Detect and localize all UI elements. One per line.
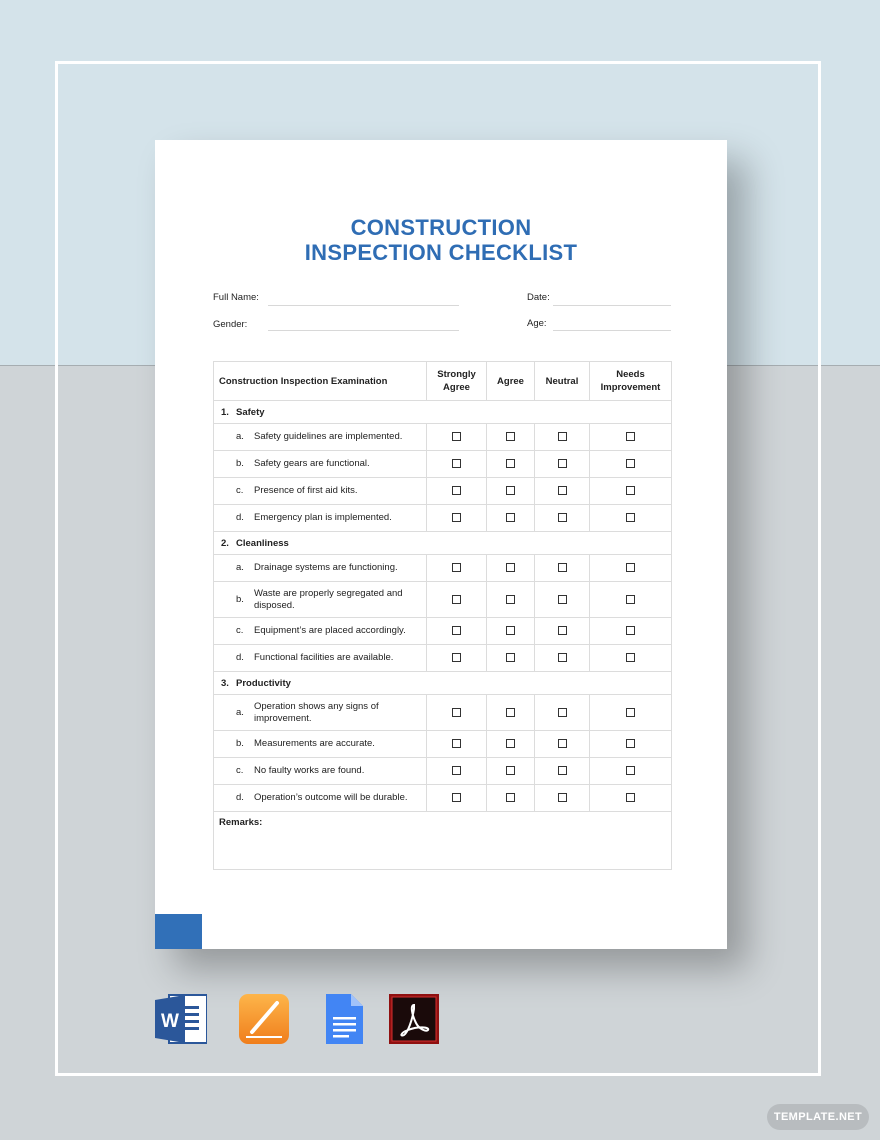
rating-cell-agree — [487, 505, 535, 532]
table-row — [214, 758, 672, 785]
criterion-text: Functional facilities are available. — [254, 652, 394, 663]
table-header-row — [214, 362, 672, 401]
checkbox-strongly-agree[interactable] — [452, 595, 461, 604]
criterion-text: Safety guidelines are implemented. — [254, 431, 403, 442]
checkbox-strongly-agree[interactable] — [452, 486, 461, 495]
criterion-text: Waste are properly segregated and disposed. — [254, 587, 403, 611]
header-strongly-agree: Strongly Agree — [427, 362, 487, 401]
criterion-letter: c. — [236, 765, 244, 776]
criterion-letter: d. — [236, 792, 244, 803]
rating-cell-agree — [487, 582, 535, 618]
rating-cell-agree — [487, 451, 535, 478]
checkbox-needs-improvement[interactable] — [626, 486, 635, 495]
rating-cell-strongly-agree — [427, 555, 487, 582]
checkbox-needs-improvement[interactable] — [626, 626, 635, 635]
criterion-cell — [214, 645, 427, 672]
word-icon[interactable] — [155, 993, 207, 1045]
rating-cell-strongly-agree — [427, 478, 487, 505]
checkbox-strongly-agree[interactable] — [452, 653, 461, 662]
checkbox-neutral[interactable] — [558, 793, 567, 802]
criterion-letter: b. — [236, 458, 244, 469]
checkbox-agree[interactable] — [506, 653, 515, 662]
table-row — [214, 555, 672, 582]
rating-cell-neutral — [535, 451, 590, 478]
gender-field[interactable] — [268, 330, 459, 331]
section-row — [214, 401, 672, 424]
full-name-field[interactable] — [268, 305, 459, 306]
section-name: Safety — [236, 406, 265, 418]
checkbox-agree[interactable] — [506, 766, 515, 775]
criterion-letter: b. — [236, 593, 244, 605]
section-row — [214, 532, 672, 555]
checkbox-agree[interactable] — [506, 793, 515, 802]
criterion-cell — [214, 618, 427, 645]
criterion-letter: d. — [236, 652, 244, 663]
rating-cell-agree — [487, 785, 535, 812]
table-row — [214, 451, 672, 478]
header-neutral: Neutral — [535, 362, 590, 401]
rating-cell-needs-improvement — [590, 758, 672, 785]
rating-cell-needs-improvement — [590, 424, 672, 451]
table-row — [214, 582, 672, 618]
criterion-letter: a. — [236, 562, 244, 573]
checkbox-strongly-agree[interactable] — [452, 513, 461, 522]
rating-cell-strongly-agree — [427, 758, 487, 785]
rating-cell-strongly-agree — [427, 618, 487, 645]
section-number: 3. — [221, 677, 229, 689]
rating-cell-neutral — [535, 695, 590, 731]
rating-cell-neutral — [535, 758, 590, 785]
checkbox-neutral[interactable] — [558, 563, 567, 572]
rating-cell-neutral — [535, 785, 590, 812]
checkbox-strongly-agree[interactable] — [452, 766, 461, 775]
checkbox-strongly-agree[interactable] — [452, 563, 461, 572]
rating-cell-neutral — [535, 555, 590, 582]
criterion-cell — [214, 478, 427, 505]
rating-cell-needs-improvement — [590, 582, 672, 618]
gender-label: Gender: — [213, 319, 248, 330]
criterion-text: No faulty works are found. — [254, 765, 365, 776]
table-row — [214, 695, 672, 731]
criterion-text: Drainage systems are functioning. — [254, 562, 398, 573]
inspection-table — [213, 361, 672, 870]
section-title — [214, 672, 672, 695]
rating-cell-needs-improvement — [590, 505, 672, 532]
section-number: 1. — [221, 406, 229, 418]
table-row — [214, 645, 672, 672]
section-name: Productivity — [236, 677, 291, 689]
section-name: Cleanliness — [236, 537, 289, 549]
checkbox-neutral[interactable] — [558, 766, 567, 775]
table-row — [214, 478, 672, 505]
criterion-cell — [214, 582, 427, 618]
checkbox-neutral[interactable] — [558, 432, 567, 441]
criterion-text: Operation shows any signs of improvement. — [254, 700, 379, 724]
header-examination: Construction Inspection Examination — [214, 362, 427, 401]
rating-cell-strongly-agree — [427, 731, 487, 758]
age-label: Age: — [527, 318, 547, 329]
checkbox-needs-improvement[interactable] — [626, 793, 635, 802]
section-title — [214, 532, 672, 555]
rating-cell-strongly-agree — [427, 424, 487, 451]
rating-cell-neutral — [535, 505, 590, 532]
checkbox-needs-improvement[interactable] — [626, 653, 635, 662]
checkbox-agree[interactable] — [506, 432, 515, 441]
document-page — [155, 140, 727, 949]
remarks-label[interactable]: Remarks: — [214, 812, 672, 870]
checkbox-neutral[interactable] — [558, 708, 567, 717]
rating-cell-needs-improvement — [590, 645, 672, 672]
criterion-letter: a. — [236, 431, 244, 442]
checkbox-agree[interactable] — [506, 459, 515, 468]
table-row — [214, 505, 672, 532]
criterion-letter: a. — [236, 706, 244, 718]
checkbox-strongly-agree[interactable] — [452, 459, 461, 468]
table-row — [214, 785, 672, 812]
adobe-pdf-icon[interactable] — [388, 993, 440, 1045]
table-row — [214, 424, 672, 451]
rating-cell-agree — [487, 731, 535, 758]
checkbox-agree[interactable] — [506, 513, 515, 522]
google-docs-icon[interactable] — [318, 993, 370, 1045]
checkbox-strongly-agree[interactable] — [452, 432, 461, 441]
rating-cell-strongly-agree — [427, 695, 487, 731]
section-row — [214, 672, 672, 695]
rating-cell-strongly-agree — [427, 645, 487, 672]
rating-cell-needs-improvement — [590, 785, 672, 812]
checkbox-agree[interactable] — [506, 708, 515, 717]
svg-text:W: W — [161, 1011, 179, 1032]
criterion-cell — [214, 731, 427, 758]
criterion-text: Emergency plan is implemented. — [254, 512, 392, 523]
rating-cell-agree — [487, 424, 535, 451]
remarks-row — [214, 812, 672, 870]
criterion-cell — [214, 505, 427, 532]
rating-cell-neutral — [535, 478, 590, 505]
title-line-1: CONSTRUCTION — [350, 215, 532, 240]
rating-cell-needs-improvement — [590, 731, 672, 758]
date-field[interactable] — [553, 305, 671, 306]
rating-cell-agree — [487, 758, 535, 785]
checkbox-needs-improvement[interactable] — [626, 595, 635, 604]
checkbox-needs-improvement[interactable] — [626, 766, 635, 775]
table-row — [214, 731, 672, 758]
criterion-text: Safety gears are functional. — [254, 458, 370, 469]
checkbox-needs-improvement[interactable] — [626, 563, 635, 572]
rating-cell-agree — [487, 618, 535, 645]
checkbox-neutral[interactable] — [558, 513, 567, 522]
rating-cell-agree — [487, 555, 535, 582]
accent-block — [155, 914, 202, 949]
watermark-badge: TEMPLATE.NET — [767, 1104, 869, 1130]
criterion-letter: c. — [236, 625, 244, 636]
checkbox-neutral[interactable] — [558, 626, 567, 635]
full-name-label: Full Name: — [213, 292, 259, 303]
checkbox-needs-improvement[interactable] — [626, 708, 635, 717]
criterion-text: Presence of first aid kits. — [254, 485, 358, 496]
rating-cell-needs-improvement — [590, 618, 672, 645]
checkbox-neutral[interactable] — [558, 595, 567, 604]
criterion-text: Equipment’s are placed accordingly. — [254, 625, 406, 636]
date-label: Date: — [527, 292, 550, 303]
rating-cell-neutral — [535, 582, 590, 618]
criterion-letter: d. — [236, 512, 244, 523]
criterion-cell — [214, 424, 427, 451]
document-title — [155, 215, 727, 265]
rating-cell-agree — [487, 695, 535, 731]
checkbox-strongly-agree[interactable] — [452, 739, 461, 748]
rating-cell-strongly-agree — [427, 582, 487, 618]
checkbox-neutral[interactable] — [558, 459, 567, 468]
rating-cell-needs-improvement — [590, 451, 672, 478]
checkbox-strongly-agree[interactable] — [452, 708, 461, 717]
checkbox-needs-improvement[interactable] — [626, 459, 635, 468]
rating-cell-needs-improvement — [590, 555, 672, 582]
criterion-text: Measurements are accurate. — [254, 738, 375, 749]
checkbox-agree[interactable] — [506, 563, 515, 572]
rating-cell-neutral — [535, 618, 590, 645]
checkbox-agree[interactable] — [506, 739, 515, 748]
criterion-letter: c. — [236, 485, 244, 496]
checkbox-neutral[interactable] — [558, 486, 567, 495]
section-title — [214, 401, 672, 424]
checkbox-needs-improvement[interactable] — [626, 513, 635, 522]
criterion-letter: b. — [236, 738, 244, 749]
rating-cell-agree — [487, 478, 535, 505]
title-line-2: INSPECTION CHECKLIST — [304, 240, 578, 265]
checkbox-needs-improvement[interactable] — [626, 739, 635, 748]
table-row — [214, 618, 672, 645]
criterion-cell — [214, 555, 427, 582]
checkbox-agree[interactable] — [506, 595, 515, 604]
section-number: 2. — [221, 537, 229, 549]
criterion-cell — [214, 785, 427, 812]
checkbox-neutral[interactable] — [558, 653, 567, 662]
rating-cell-needs-improvement — [590, 478, 672, 505]
rating-cell-strongly-agree — [427, 785, 487, 812]
checkbox-neutral[interactable] — [558, 739, 567, 748]
header-agree: Agree — [487, 362, 535, 401]
age-field[interactable] — [553, 330, 671, 331]
criterion-cell — [214, 451, 427, 478]
rating-cell-strongly-agree — [427, 451, 487, 478]
checkbox-strongly-agree[interactable] — [452, 626, 461, 635]
checkbox-agree[interactable] — [506, 626, 515, 635]
criterion-text: Operation’s outcome will be durable. — [254, 792, 408, 803]
checkbox-needs-improvement[interactable] — [626, 432, 635, 441]
rating-cell-strongly-agree — [427, 505, 487, 532]
criterion-cell — [214, 758, 427, 785]
rating-cell-neutral — [535, 645, 590, 672]
rating-cell-neutral — [535, 731, 590, 758]
checkbox-strongly-agree[interactable] — [452, 793, 461, 802]
pages-icon[interactable] — [238, 993, 290, 1045]
header-needs-improvement: Needs Improvement — [590, 362, 672, 401]
rating-cell-needs-improvement — [590, 695, 672, 731]
criterion-cell — [214, 695, 427, 731]
checkbox-agree[interactable] — [506, 486, 515, 495]
rating-cell-agree — [487, 645, 535, 672]
rating-cell-neutral — [535, 424, 590, 451]
